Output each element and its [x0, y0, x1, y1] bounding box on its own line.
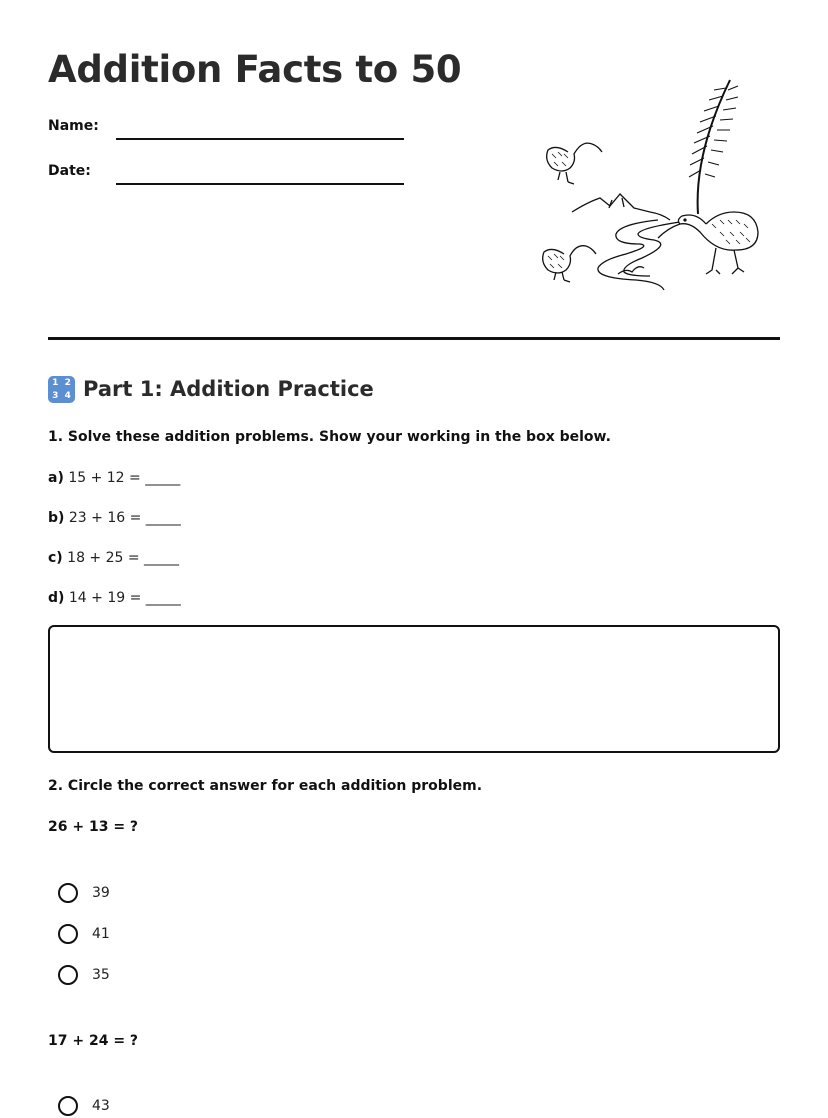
problem-letter: c): [48, 550, 63, 566]
mc-option[interactable]: [58, 881, 110, 905]
problem-expression: 15 + 12 = _____: [68, 470, 181, 486]
radio-circle[interactable]: [58, 924, 78, 944]
date-field[interactable]: [116, 183, 404, 185]
icon-digit: 2: [64, 377, 71, 388]
problem-letter: b): [48, 510, 65, 526]
radio-circle[interactable]: [58, 965, 78, 985]
option-label: 41: [92, 926, 110, 942]
part1-title: Part 1: Addition Practice: [83, 377, 374, 401]
question-1-prompt: 1. Solve these addition problems. Show your working in the box below.: [48, 429, 611, 445]
option-label: 35: [92, 967, 110, 983]
date-label: Date:: [48, 163, 91, 179]
problem-c: [48, 550, 179, 566]
mc-option[interactable]: [58, 963, 110, 987]
radio-circle[interactable]: [58, 883, 78, 903]
input-numbers-icon: [48, 376, 75, 403]
worksheet-title: Addition Facts to 50: [48, 48, 462, 91]
name-field[interactable]: [116, 138, 404, 140]
option-label: 39: [92, 885, 110, 901]
mc-option[interactable]: [58, 922, 110, 946]
icon-digit: 1: [52, 377, 59, 388]
problem-d: [48, 590, 181, 606]
mc-question-2: 17 + 24 = ?: [48, 1033, 139, 1049]
problem-letter: a): [48, 470, 64, 486]
icon-digit: 4: [64, 390, 71, 401]
mc-question-1: 26 + 13 = ?: [48, 819, 139, 835]
part1-heading: [48, 375, 374, 403]
name-label: Name:: [48, 118, 99, 134]
option-label: 43: [92, 1098, 110, 1114]
header-divider: [48, 337, 780, 340]
problem-expression: 14 + 19 = _____: [68, 590, 181, 606]
problem-letter: d): [48, 590, 65, 606]
problem-a: [48, 470, 180, 486]
question-2-prompt: 2. Circle the correct answer for each addition problem.: [48, 778, 483, 794]
radio-circle[interactable]: [58, 1096, 78, 1116]
kiwi-landscape-illustration: [530, 74, 770, 306]
problem-expression: 18 + 25 = _____: [67, 550, 180, 566]
icon-digit: 3: [52, 390, 59, 401]
mc-option[interactable]: [58, 1094, 110, 1118]
working-box[interactable]: [48, 625, 780, 753]
problem-b: [48, 510, 181, 526]
problem-expression: 23 + 16 = _____: [68, 510, 181, 526]
